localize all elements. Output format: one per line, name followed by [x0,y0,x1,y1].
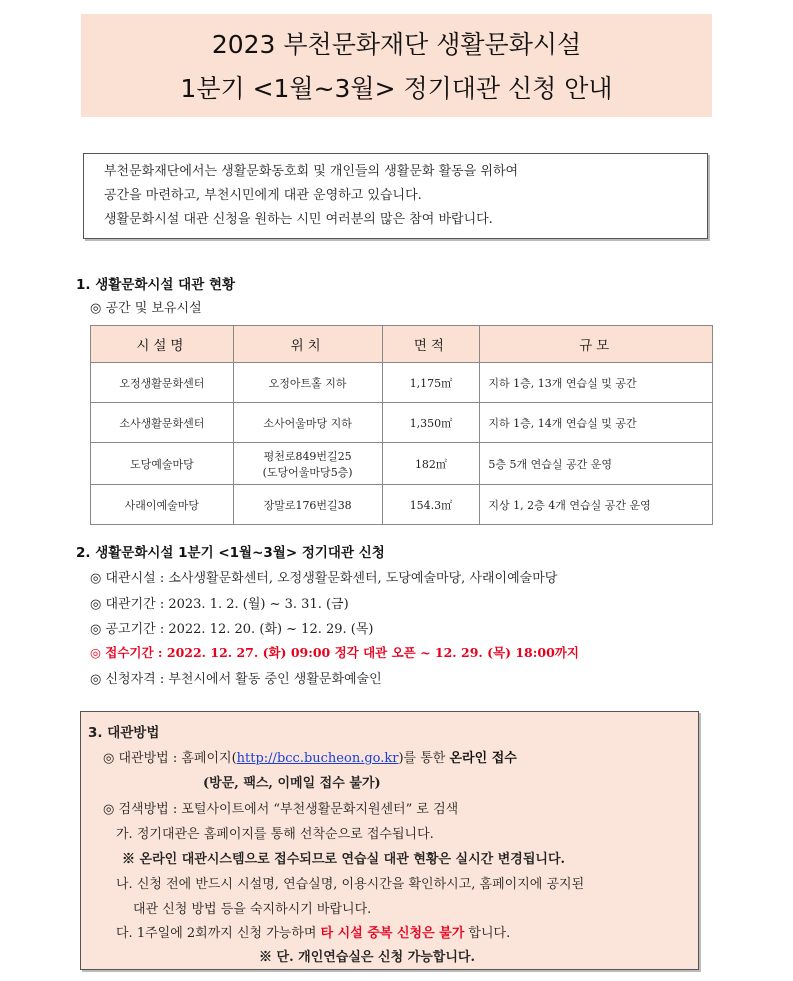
section2-title: 2. 생활문화시설 1분기 <1월~3월> 정기대관 신청 [76,545,385,561]
item-a-note: ※ 온라인 대관시스템으로 접수되므로 연습실 대관 현황은 실시간 변경됩니다. [122,852,566,867]
homepage-link[interactable]: http://bcc.bucheon.go.kr [236,751,399,766]
intro-line: 생활문화시설 대관 신청을 원하는 시민 여러분의 많은 참여 바랍니다. [104,212,493,227]
table-row [91,485,713,525]
method-box [80,711,699,970]
item-c [116,922,510,941]
table-row [91,443,713,485]
cell-area: 154.3㎡ [382,485,480,525]
item-a: 가. 정기대관은 홈페이지를 통해 선착순으로 접수됩니다. [116,827,434,842]
item-c-note: ※ 단. 개인연습실은 신청 가능합니다. [259,950,475,965]
cell-name: 도당예술마당 [91,443,234,485]
section1-title: 1. 생활문화시설 대관 현황 [76,277,236,293]
item-b-line1: 나. 신청 전에 반드시 시설명, 연습실명, 이용시간을 확인하시고, 홈페이지에 공지된 [116,877,585,892]
cell-location-line: 평천로849번길25 [263,449,352,463]
facility-table [90,325,713,525]
cell-area: 1,350㎡ [382,403,480,443]
table-row [91,363,713,403]
page-title-line2: 1분기 <1월~3월> 정기대관 신청 안내 [180,74,613,103]
rental-facilities: ◎ 대관시설 : 소사생활문화센터, 오정생활문화센터, 도당예술마당, 사래이예술마당 [90,571,558,586]
cell-location: 오정아트홀 지하 [233,363,382,403]
page-title-line1: 2023 부천문화재단 생활문화시설 [211,30,582,59]
method-note: (방문, 팩스, 이메일 접수 불가) [203,776,381,791]
title-banner [81,14,712,117]
intro-line: 공간을 마련하고, 부천시민에게 대관 운영하고 있습니다. [104,188,422,203]
search-method: ◎ 검색방법 : 포털사이트에서 “부천생활문화지원센터” 로 검색 [103,802,459,817]
notice-period: ◎ 공고기간 : 2022. 12. 20. (화) ~ 12. 29. (목) [90,622,374,637]
intro-box [83,153,708,239]
cell-scale: 5층 5개 연습실 공간 운영 [480,443,713,485]
receipt-period: ◎ 접수기간 : 2022. 12. 27. (화) 09:00 정각 대관 오픈 ~ 12. 29. (목) 18:00까지 [90,645,579,660]
table-header-row [91,326,713,363]
col-header-location: 위치 [233,326,382,363]
cell-location: 소사어울마당 지하 [233,403,382,443]
cell-location [233,443,382,485]
table-row [91,403,713,443]
cell-scale: 지상 1, 2층 4개 연습실 공간 운영 [480,485,713,525]
section3-title: 3. 대관방법 [88,725,160,741]
item-c-prefix: 다. 1주일에 2회까지 신청 가능하며 [116,926,321,941]
cell-location-line: (도당어울마당5층) [262,465,353,479]
method-line [103,747,517,766]
cell-scale: 지하 1층, 14개 연습실 및 공간 [480,403,713,443]
item-c-red: 타 시설 중복 신청은 불가 [320,926,465,941]
cell-location: 장말로176번길38 [233,485,382,525]
item-b-line2: 대관 신청 방법 등을 숙지하시기 바랍니다. [133,902,372,917]
eligibility: ◎ 신청자격 : 부천시에서 활동 중인 생활문화예술인 [90,672,382,687]
cell-name: 사래이예술마당 [91,485,234,525]
method-mid: )를 통한 [398,751,450,766]
cell-name: 오정생활문화센터 [91,363,234,403]
cell-name: 소사생활문화센터 [91,403,234,443]
cell-area: 1,175㎡ [382,363,480,403]
method-prefix: ◎ 대관방법 : 홈페이지( [103,751,237,766]
cell-scale: 지하 1층, 13개 연습실 및 공간 [480,363,713,403]
col-header-area: 면적 [382,326,480,363]
intro-line: 부천문화재단에서는 생활문화동호회 및 개인들의 생활문화 활동을 위하여 [104,164,519,179]
col-header-name: 시설명 [91,326,234,363]
cell-area: 182㎡ [382,443,480,485]
rental-period: ◎ 대관기간 : 2023. 1. 2. (월) ~ 3. 31. (금) [90,597,349,612]
item-c-suffix: 합니다. [464,926,511,941]
section1-subtitle: ◎ 공간 및 보유시설 [90,301,202,316]
method-online: 온라인 접수 [449,751,517,766]
col-header-scale: 규모 [480,326,713,363]
